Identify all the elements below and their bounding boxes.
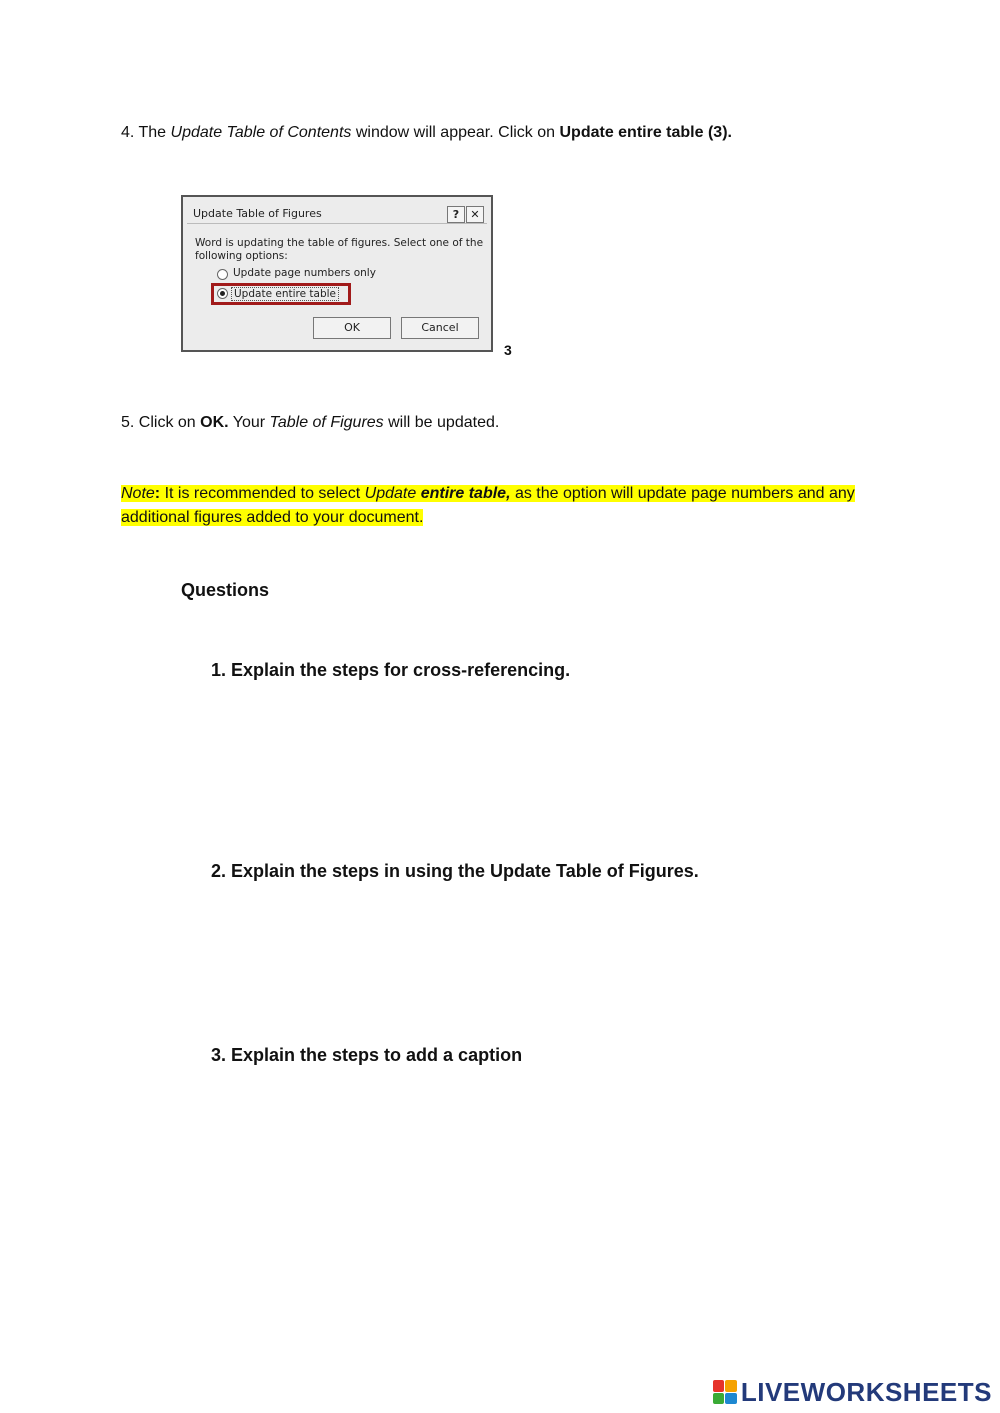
callout-number: 3 <box>504 342 512 358</box>
step-4-number: 4. The <box>121 124 171 141</box>
step-5-paragraph <box>121 411 499 435</box>
step-5-text: 5. Click on <box>121 414 201 431</box>
question-1: 1. Explain the steps for cross-referencing. <box>211 660 571 680</box>
dialog-message: Word is updating the table of figures. Select one of the following options: <box>195 237 484 262</box>
dialog-title: Update Table of Figures <box>193 207 322 220</box>
radio-entire-table <box>217 288 228 299</box>
question-2: 2. Explain the steps in using the Update Table of Figures. <box>211 861 699 881</box>
radio-page-numbers-only <box>217 269 228 280</box>
step-4-paragraph <box>121 121 732 145</box>
step-4-text: window will appear. Click on <box>351 124 560 141</box>
ok-button: OK <box>313 317 391 339</box>
liveworksheets-brand <box>713 1377 992 1407</box>
step-5-ok: OK. <box>200 414 229 431</box>
question-3: 3. Explain the steps to add a caption <box>211 1045 523 1065</box>
option-entire-table-label: Update entire table <box>231 287 339 301</box>
help-icon: ? <box>447 206 465 223</box>
step-5-end: will be updated. <box>383 414 500 431</box>
cancel-button: Cancel <box>401 317 479 339</box>
note-colon: : <box>154 485 161 502</box>
update-table-dialog-screenshot <box>181 195 493 352</box>
close-icon: ✕ <box>466 206 484 223</box>
liveworksheets-logo-icon <box>713 1380 737 1404</box>
note-text-end: as the option will update page numbers and any additional figures added to your document. <box>121 485 855 526</box>
note-text: It is recommended to select <box>160 485 365 502</box>
note-label: Note <box>121 485 155 502</box>
note-entire-table: entire table, <box>420 485 511 502</box>
step-5-mid: Your <box>228 414 270 431</box>
questions-heading: Questions <box>181 580 270 600</box>
step-4-window-name: Update Table of Contents <box>170 124 352 141</box>
dialog-titlebar <box>187 205 487 224</box>
note-update: Update <box>364 485 417 502</box>
brand-name: LIVEWORKSHEETS <box>740 1376 992 1407</box>
step-5-table-name: Table of Figures <box>269 414 384 431</box>
note-paragraph <box>121 482 881 530</box>
step-4-action: Update entire table (3). <box>559 124 732 141</box>
option-page-numbers-label: Update page numbers only <box>233 267 376 279</box>
